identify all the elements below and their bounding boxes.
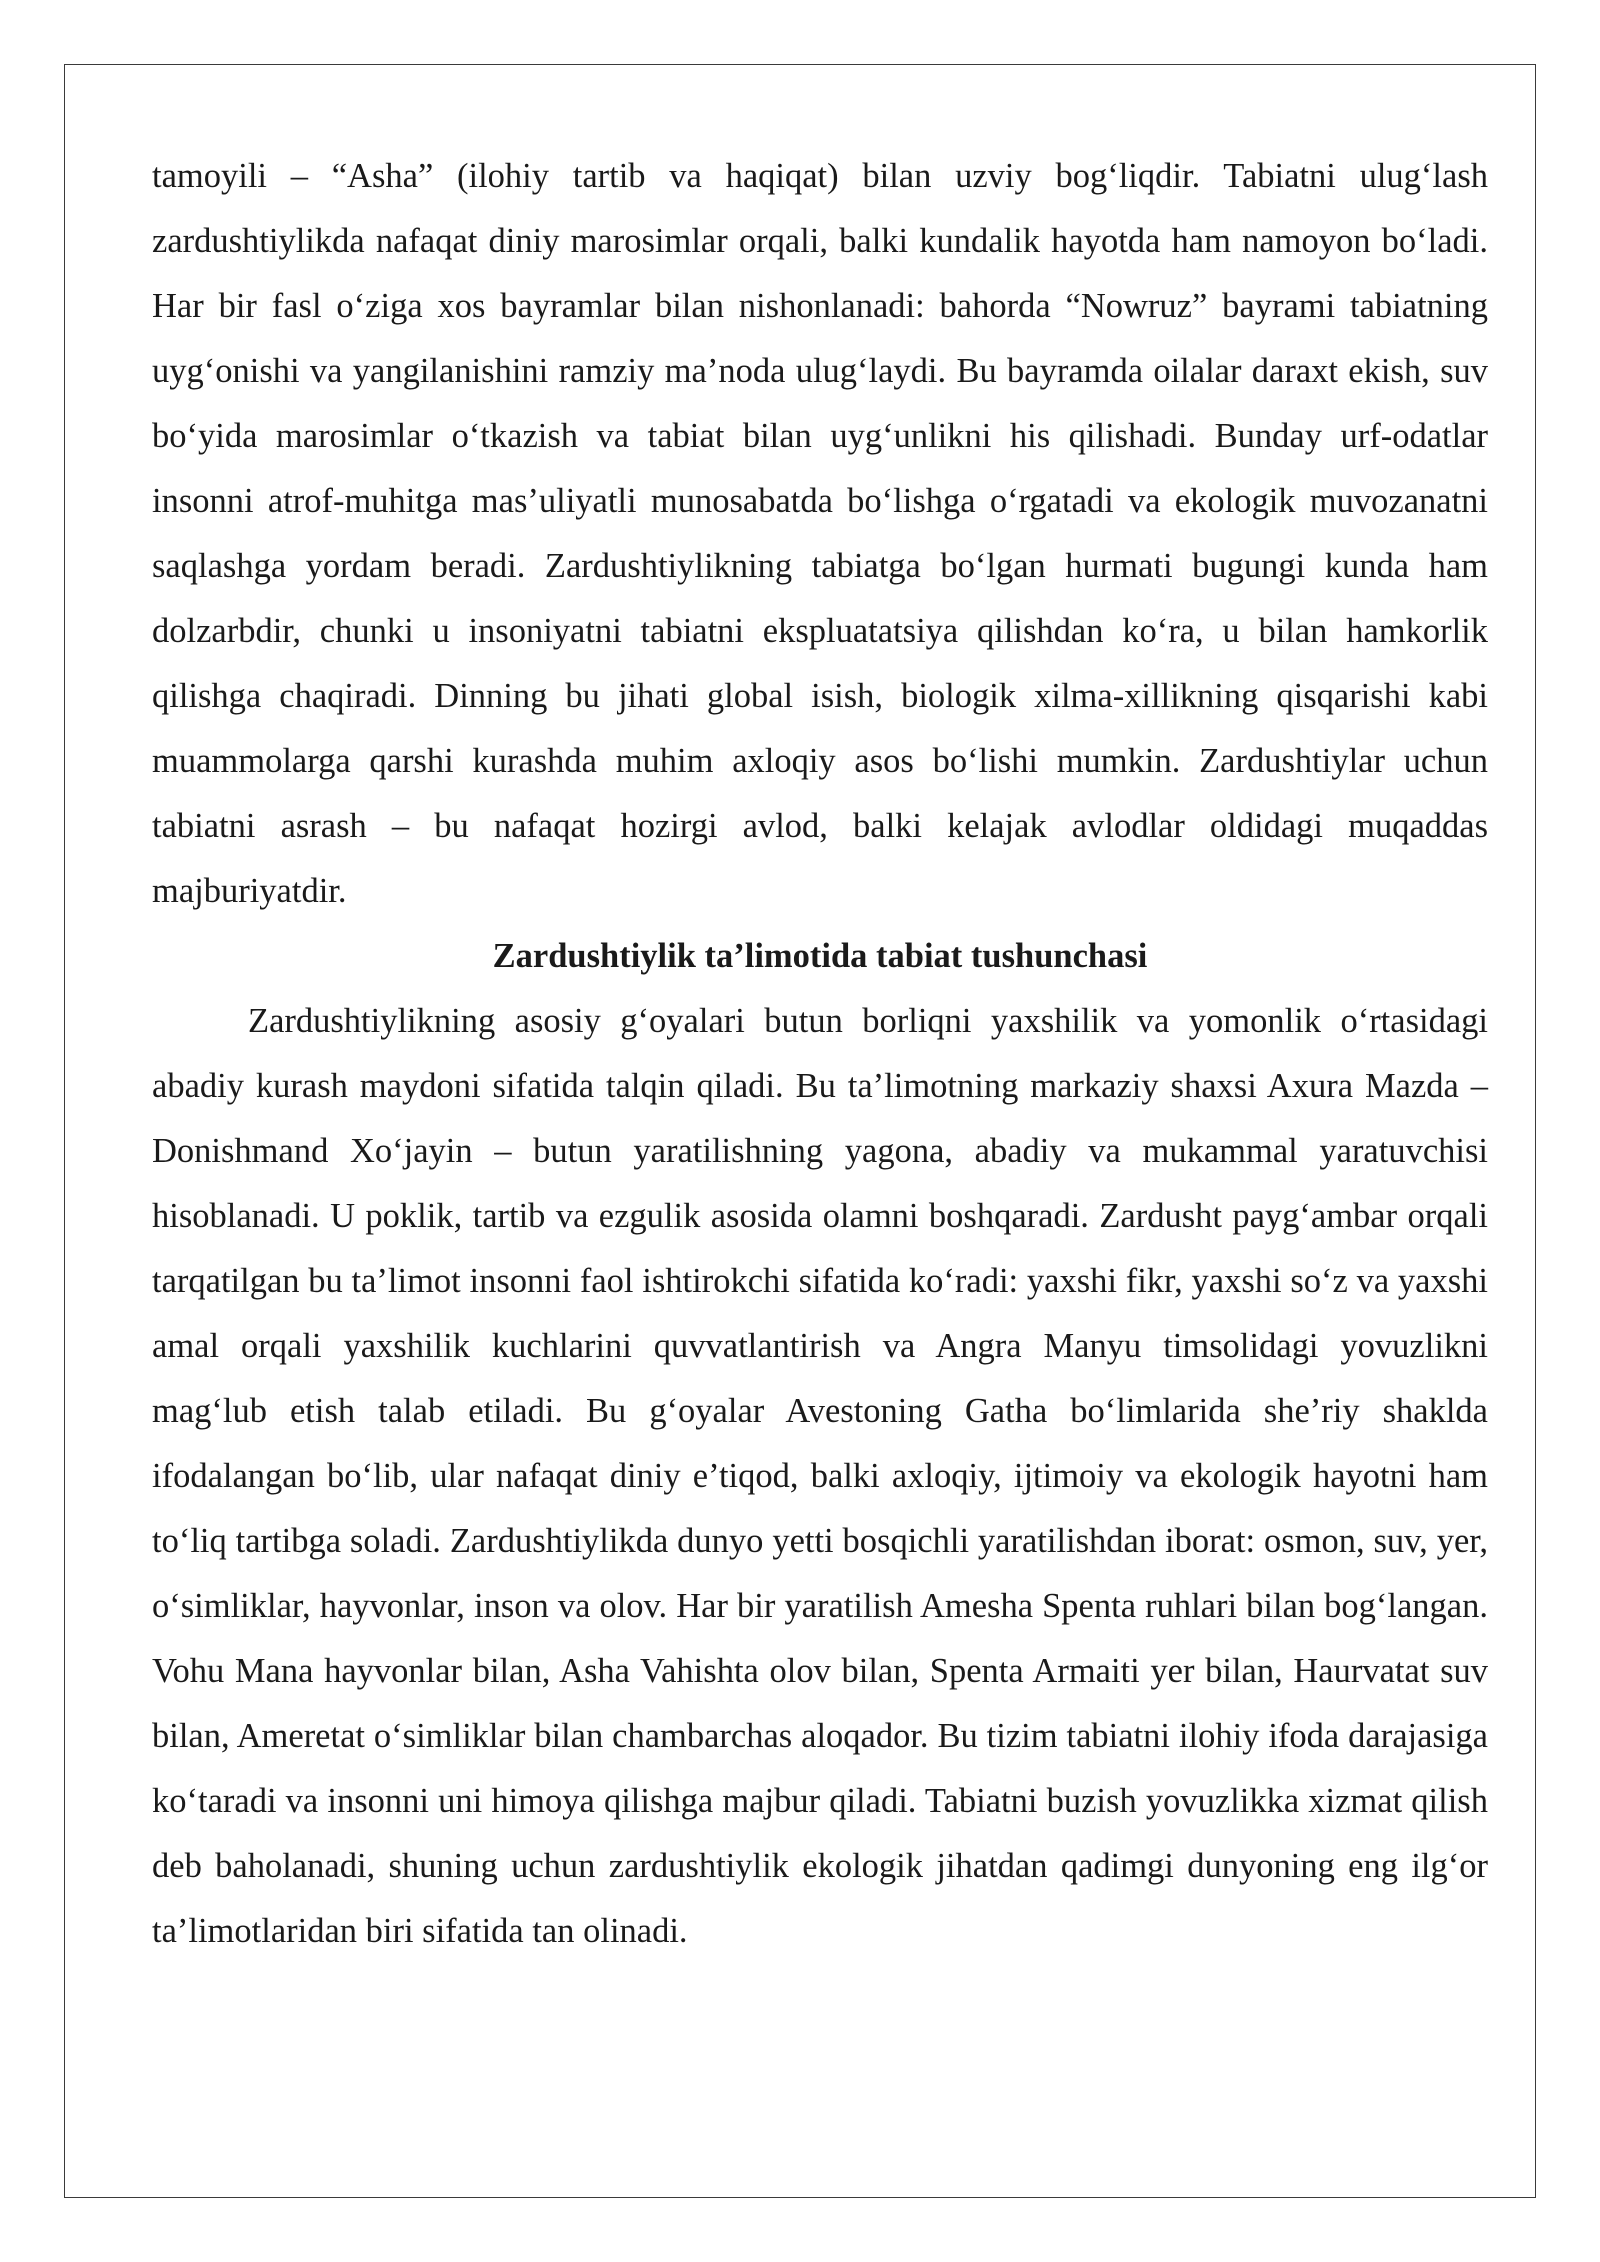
body-paragraph-1: tamoyili – “Asha” (ilohiy tartib va haqiqat) bilan uzviy bog‘liqdir. Tabiatni ulug‘lash zardushtiylikda nafaqat diniy marosimlar orqali, balki kundalik hayotda ham namoyon bo‘ladi. Har bir fasl o‘ziga xos bayramlar bilan nishonlanadi: bahorda “Nowruz” bayrami tabiatning uyg‘onishi va yangilanishini ramziy ma’noda ulug‘laydi. Bu bayramda oilalar daraxt ekish, suv bo‘yida marosimlar o‘tkazish va tabiat bilan uyg‘unlikni his qilishadi. Bunday urf-odatlar insonni atrof-muhitga mas’uliyatli munosabatda bo‘lishga o‘rgatadi va ekologik muvozanatni saqlashga yordam beradi. Zardushtiylikning tabiatga bo‘lgan hurmati bugungi kunda ham dolzarbdir, chunki u insoniyatni tabiatni ekspluatatsiya qilishdan ko‘ra, u bilan hamkorlik qilishga chaqiradi. Dinning bu jihati global isish, biologik xilma-xillikning qisqarishi kabi muammolarga qarshi kurashda muhim axloqiy asos bo‘lishi mumkin. Zardushtiylar uchun tabiatni asrash – bu nafaqat hozirgi avlod, balki kelajak avlodlar oldidagi muqaddas majburiyatdir. [152, 157, 1488, 910]
body-paragraph-2: Zardushtiylikning asosiy g‘oyalari butun borliqni yaxshilik va yomonlik o‘rtasidagi abadiy kurash maydoni sifatida talqin qiladi. Bu ta’limotning markaziy shaxsi Axura Mazda – Donishmand Xo‘jayin – butun yaratilishning yagona, abadiy va mukammal yaratuvchisi hisoblanadi. U poklik, tartib va ezgulik asosida olamni boshqaradi. Zardusht payg‘ambar orqali tarqatilgan bu ta’limot insonni faol ishtirokchi sifatida ko‘radi: yaxshi fikr, yaxshi so‘z va yaxshi amal orqali yaxshilik kuchlarini quvvatlantirish va Angra Manyu timsolidagi yovuzlikni mag‘lub etish talab etiladi. Bu g‘oyalar Avestoning Gatha bo‘limlarida she’riy shaklda ifodalangan bo‘lib, ular nafaqat diniy e’tiqod, balki axloqiy, ijtimoiy va ekologik hayotni ham to‘liq tartibga soladi. Zardushtiylikda dunyo yetti bosqichli yaratilishdan iborat: osmon, suv, yer, o‘simliklar, hayvonlar, inson va olov. Har bir yaratilish Amesha Spenta ruhlari bilan bog‘langan. Vohu Mana hayvonlar bilan, Asha Vahishta olov bilan, Spenta Armaiti yer bilan, Haurvatat suv bilan, Ameretat o‘simliklar bilan chambarchas aloqador. Bu tizim tabiatni ilohiy ifoda darajasiga ko‘taradi va insonni uni himoya qilishga majbur qiladi. Tabiatni buzish yovuzlikka xizmat qilish deb baholanadi, shuning uchun zardushtiylik ekologik jihatdan qadimgi dunyoning eng ilg‘or ta’limotlaridan biri sifatida tan olinadi. [152, 1002, 1488, 1950]
section-heading: Zardushtiylik ta’limotida tabiat tushunchasi [492, 937, 1148, 975]
document-body [152, 144, 1488, 1964]
